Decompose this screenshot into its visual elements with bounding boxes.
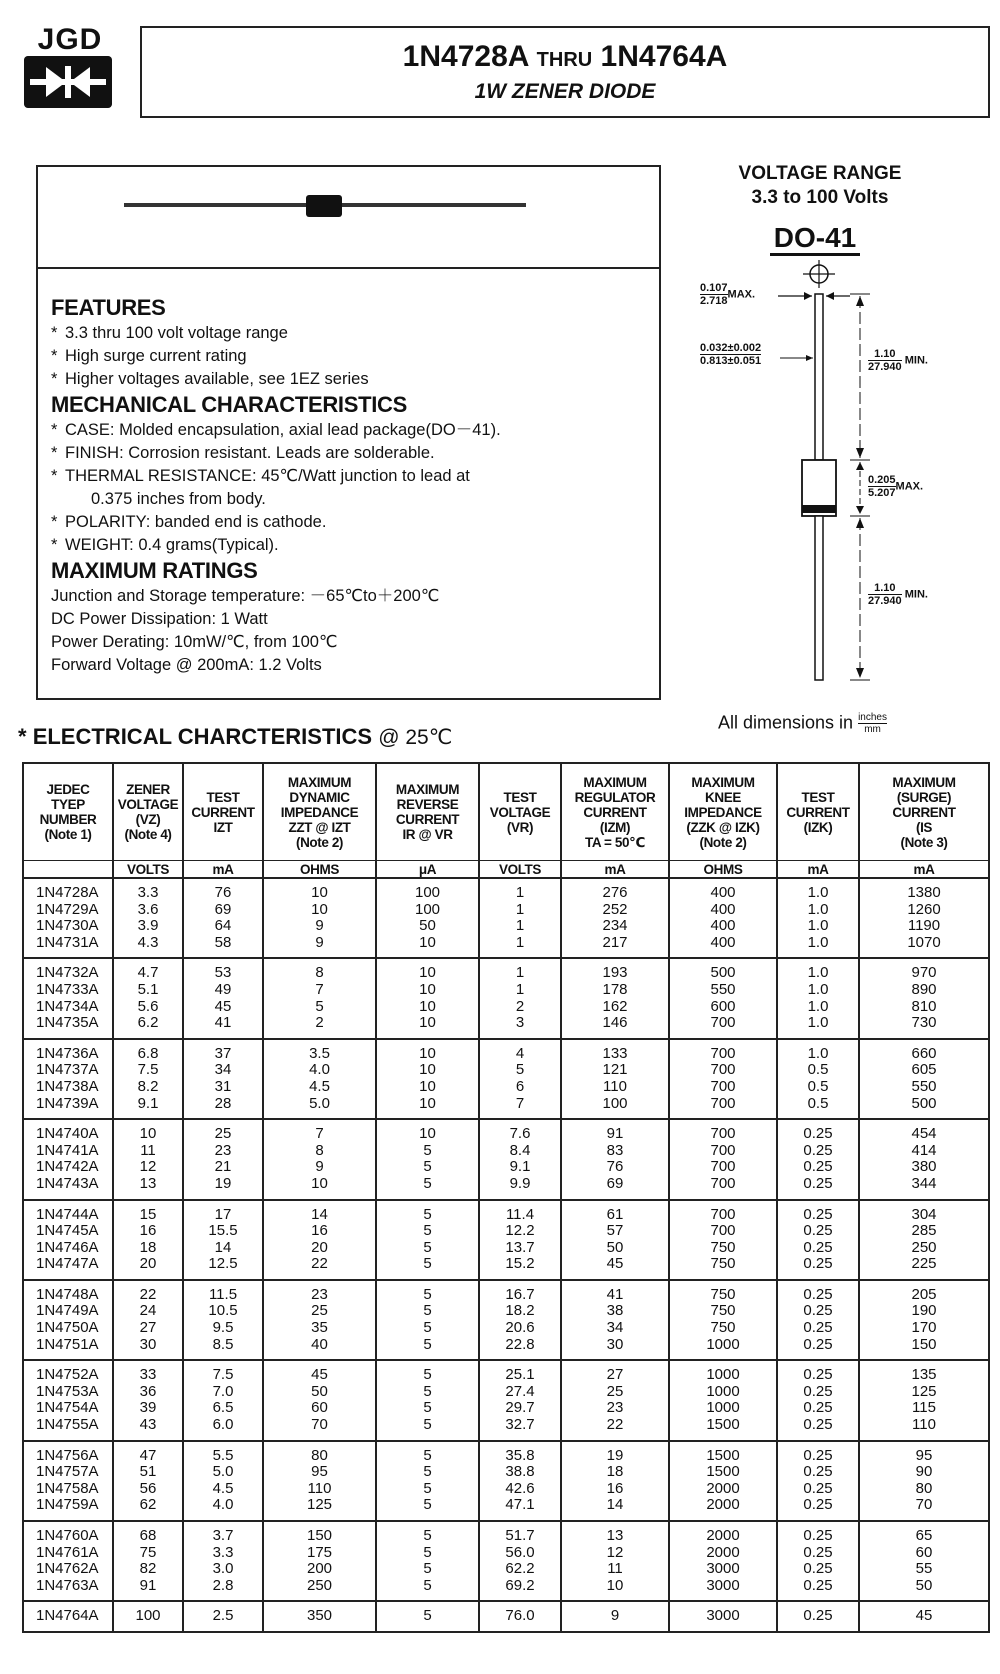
table-cell: 304 285 250 225	[859, 1200, 989, 1280]
table-cell: 8 7 5 2	[263, 958, 376, 1038]
table-cell: 0.25 0.25 0.25 0.25	[777, 1280, 859, 1360]
table-cell: 51.7 56.0 62.2 69.2	[479, 1521, 561, 1601]
table-cell: 2000 2000 3000 3000	[669, 1521, 777, 1601]
voltage-range-label: VOLTAGE RANGE	[738, 163, 902, 184]
column-header: MAXIMUM (SURGE) CURRENT (IS (Note 3)	[859, 763, 989, 861]
mechanical-item: * POLARITY: banded end is cathode.	[51, 513, 327, 531]
table-cell: 0.25 0.25 0.25 0.25	[777, 1360, 859, 1440]
table-cell: 45 50 60 70	[263, 1360, 376, 1440]
table-cell: 1N4760A 1N4761A 1N4762A 1N4763A	[23, 1521, 113, 1601]
table-cell: 133 121 110 100	[561, 1039, 669, 1119]
mechanical-heading: MECHANICAL CHARACTERISTICS	[51, 392, 408, 417]
table-cell: 1380 1260 1190 1070	[859, 878, 989, 958]
table-cell: 27 25 23 22	[561, 1360, 669, 1440]
table-cell: 205 190 170 150	[859, 1280, 989, 1360]
column-unit: VOLTS	[113, 861, 183, 879]
table-cell: 1000 1000 1000 1500	[669, 1360, 777, 1440]
table-cell: 1500 1500 2000 2000	[669, 1441, 777, 1521]
table-cell: 23 25 35 40	[263, 1280, 376, 1360]
table-cell: 35.8 38.8 42.6 47.1	[479, 1441, 561, 1521]
column-unit: OHMS	[669, 861, 777, 879]
table-cell: 65 60 55 50	[859, 1521, 989, 1601]
table-row-group	[23, 958, 989, 1038]
table-cell: 7.5 7.0 6.5 6.0	[183, 1360, 263, 1440]
electrical-table	[22, 762, 990, 1633]
dim-lower-lead-length: $\frac{1.10}{27.940}$ MIN.	[868, 582, 928, 607]
table-cell: 5	[376, 1601, 479, 1632]
features-heading: FEATURES	[51, 295, 166, 320]
table-cell: 970 890 810 730	[859, 958, 989, 1038]
table-cell: 10 10 10 10	[376, 958, 479, 1038]
title-thru: THRU	[536, 49, 593, 71]
table-cell: 1N4740A 1N4741A 1N4742A 1N4743A	[23, 1119, 113, 1199]
table-cell: 10 11 12 13	[113, 1119, 183, 1199]
table-cell: 7.6 8.4 9.1 9.9	[479, 1119, 561, 1199]
table-cell: 1N4732A 1N4733A 1N4734A 1N4735A	[23, 958, 113, 1038]
column-header: ZENER VOLTAGE (VZ) (Note 4)	[113, 763, 183, 861]
table-cell: 750 750 750 1000	[669, 1280, 777, 1360]
document-title	[142, 40, 988, 74]
feature-item: * 3.3 thru 100 volt voltage range	[51, 324, 288, 342]
rating-item: Forward Voltage @ 200mA: 1.2 Volts	[51, 656, 322, 674]
table-cell: 135 125 115 110	[859, 1360, 989, 1440]
column-header: TEST CURRENT IZT	[183, 763, 263, 861]
column-unit: VOLTS	[479, 861, 561, 879]
table-cell: 3.7 3.3 3.0 2.8	[183, 1521, 263, 1601]
logo-diode-icon	[24, 56, 112, 108]
table-cell: 4 5 6 7	[479, 1039, 561, 1119]
table-cell: 1.0 1.0 1.0 1.0	[777, 878, 859, 958]
table-cell: 1N4744A 1N4745A 1N4746A 1N4747A	[23, 1200, 113, 1280]
table-cell: 700 700 700 700	[669, 1119, 777, 1199]
table-cell: 1 1 2 3	[479, 958, 561, 1038]
table-cell: 14 16 20 22	[263, 1200, 376, 1280]
table-cell: 454 414 380 344	[859, 1119, 989, 1199]
rating-item: Power Derating: 10mW/℃, from 100℃	[51, 633, 338, 651]
dim-body-length: $\frac{0.205}{5.207}$ MAX.	[868, 474, 924, 499]
logo-text: JGD	[37, 23, 103, 56]
column-header: JEDEC TYEP NUMBER (Note 1)	[23, 763, 113, 861]
feature-item: * High surge current rating	[51, 347, 247, 365]
electrical-table-wrap	[22, 762, 988, 1633]
max-ratings-heading: MAXIMUM RATINGS	[51, 558, 258, 583]
table-cell: 350	[263, 1601, 376, 1632]
table-cell: 1N4736A 1N4737A 1N4738A 1N4739A	[23, 1039, 113, 1119]
table-cell: 13 12 11 10	[561, 1521, 669, 1601]
table-cell: 500 550 600 700	[669, 958, 777, 1038]
rating-item: DC Power Dissipation: 1 Watt	[51, 610, 268, 628]
document-subtitle: 1W ZENER DIODE	[474, 80, 656, 103]
table-cell: 1N4728A 1N4729A 1N4730A 1N4731A	[23, 878, 113, 958]
table-cell: 100 100 50 10	[376, 878, 479, 958]
column-unit: mA	[777, 861, 859, 879]
feature-item: * Higher voltages available, see 1EZ series	[51, 370, 369, 388]
title-part-start: 1N4728A	[402, 40, 529, 73]
table-cell: 400 400 400 400	[669, 878, 777, 958]
table-cell: 1N4764A	[23, 1601, 113, 1632]
table-cell: 45	[859, 1601, 989, 1632]
table-cell: 4.7 5.1 5.6 6.2	[113, 958, 183, 1038]
table-cell: 11.5 10.5 9.5 8.5	[183, 1280, 263, 1360]
table-row-group	[23, 1441, 989, 1521]
column-header: MAXIMUM REVERSE CURRENT IR @ VR	[376, 763, 479, 861]
column-header: TEST CURRENT (IZK)	[777, 763, 859, 861]
table-cell: 5 5 5 5	[376, 1200, 479, 1280]
table-cell: 80 95 110 125	[263, 1441, 376, 1521]
table-cell: 91 83 76 69	[561, 1119, 669, 1199]
table-cell: 0.25 0.25 0.25 0.25	[777, 1200, 859, 1280]
table-cell: 7 8 9 10	[263, 1119, 376, 1199]
table-cell: 25.1 27.4 29.7 32.7	[479, 1360, 561, 1440]
title-part-end: 1N4764A	[600, 40, 728, 73]
table-header-row	[23, 763, 989, 861]
table-cell: 100	[113, 1601, 183, 1632]
table-cell: 700 700 700 700	[669, 1039, 777, 1119]
package-name: DO-41	[760, 222, 870, 254]
column-unit: OHMS	[263, 861, 376, 879]
table-cell: 0.25 0.25 0.25 0.25	[777, 1521, 859, 1601]
table-cell: 660 605 550 500	[859, 1039, 989, 1119]
table-cell: 33 36 39 43	[113, 1360, 183, 1440]
table-row-group	[23, 1119, 989, 1199]
dim-lead-diameter: $\frac{0.032\pm 0.002}{0.813\pm 0.051}$	[700, 342, 762, 367]
table-cell: 5 5 5 5	[376, 1280, 479, 1360]
table-cell: 0.25 0.25 0.25 0.25	[777, 1441, 859, 1521]
dimensions-note: All dimensions in $\frac{\text{inches}}{mm}$	[718, 712, 887, 735]
table-cell: 1N4748A 1N4749A 1N4750A 1N4751A	[23, 1280, 113, 1360]
table-row-group	[23, 1280, 989, 1360]
mechanical-item-continued: 0.375 inches from body.	[91, 490, 266, 508]
table-unit-row	[23, 861, 989, 879]
dim-upper-lead-length: $\frac{1.10}{27.940}$ MIN.	[868, 348, 928, 373]
table-cell: 25 23 21 19	[183, 1119, 263, 1199]
table-cell: 6.8 7.5 8.2 9.1	[113, 1039, 183, 1119]
voltage-range-value: 3.3 to 100 Volts	[751, 187, 889, 208]
table-cell: 700 700 750 750	[669, 1200, 777, 1280]
table-cell: 9	[561, 1601, 669, 1632]
table-cell: 76 69 64 58	[183, 878, 263, 958]
table-cell: 37 34 31 28	[183, 1039, 263, 1119]
rating-item: Junction and Storage temperature: －65℃to＋200℃	[51, 587, 440, 605]
company-logo	[24, 23, 116, 108]
table-cell: 0.25 0.25 0.25 0.25	[777, 1119, 859, 1199]
table-cell: 68 75 82 91	[113, 1521, 183, 1601]
table-cell: 5 5 5 5	[376, 1360, 479, 1440]
table-cell: 11.4 12.2 13.7 15.2	[479, 1200, 561, 1280]
table-cell: 15 16 18 20	[113, 1200, 183, 1280]
mechanical-item: * CASE: Molded encapsulation, axial lead package(DO－41).	[51, 421, 501, 439]
column-header: MAXIMUM REGULATOR CURRENT (IZM) TA = 50℃	[561, 763, 669, 861]
table-cell: 19 18 16 14	[561, 1441, 669, 1521]
table-row-group	[23, 1039, 989, 1119]
electrical-heading: * ELECTRICAL CHARCTERISTICS @ 25℃	[18, 724, 453, 749]
table-cell: 1N4752A 1N4753A 1N4754A 1N4755A	[23, 1360, 113, 1440]
table-cell: 76.0	[479, 1601, 561, 1632]
mechanical-item: * WEIGHT: 0.4 grams(Typical).	[51, 536, 279, 554]
column-unit: mA	[183, 861, 263, 879]
table-cell: 10 10 9 9	[263, 878, 376, 958]
column-unit: mA	[561, 861, 669, 879]
table-cell: 95 90 80 70	[859, 1441, 989, 1521]
table-cell: 61 57 50 45	[561, 1200, 669, 1280]
table-cell: 16.7 18.2 20.6 22.8	[479, 1280, 561, 1360]
column-unit	[23, 861, 113, 879]
table-row-group	[23, 1521, 989, 1601]
column-unit: mA	[859, 861, 989, 879]
table-cell: 3000	[669, 1601, 777, 1632]
table-cell: 1.0 0.5 0.5 0.5	[777, 1039, 859, 1119]
table-row-group	[23, 1601, 989, 1632]
table-cell: 17 15.5 14 12.5	[183, 1200, 263, 1280]
table-cell: 41 38 34 30	[561, 1280, 669, 1360]
table-cell: 3.5 4.0 4.5 5.0	[263, 1039, 376, 1119]
table-cell: 150 175 200 250	[263, 1521, 376, 1601]
package-diagram	[700, 258, 960, 688]
table-cell: 276 252 234 217	[561, 878, 669, 958]
table-cell: 1.0 1.0 1.0 1.0	[777, 958, 859, 1038]
column-header: TEST VOLTAGE (VR)	[479, 763, 561, 861]
dim-lead-width: $\frac{0.107}{2.718}$ MAX.	[700, 282, 756, 307]
diode-image	[38, 167, 659, 269]
table-cell: 1N4756A 1N4757A 1N4758A 1N4759A	[23, 1441, 113, 1521]
table-row-group	[23, 1360, 989, 1440]
table-cell: 47 51 56 62	[113, 1441, 183, 1521]
column-unit: μA	[376, 861, 479, 879]
table-cell: 5 5 5 5	[376, 1521, 479, 1601]
table-cell: 5 5 5 5	[376, 1441, 479, 1521]
table-cell: 10 5 5 5	[376, 1119, 479, 1199]
table-cell: 0.25	[777, 1601, 859, 1632]
mechanical-item: * THERMAL RESISTANCE: 45℃/Watt junction to lead at	[51, 467, 470, 485]
voltage-range	[690, 162, 950, 210]
title-box	[140, 26, 990, 118]
column-header: MAXIMUM KNEE IMPEDANCE (ZZK @ IZK) (Note 2)	[669, 763, 777, 861]
features-panel	[36, 165, 661, 700]
column-header: MAXIMUM DYNAMIC IMPEDANCE ZZT @ IZT (Note 2)	[263, 763, 376, 861]
table-cell: 53 49 45 41	[183, 958, 263, 1038]
table-cell: 5.5 5.0 4.5 4.0	[183, 1441, 263, 1521]
table-cell: 10 10 10 10	[376, 1039, 479, 1119]
table-row-group	[23, 1200, 989, 1280]
table-cell: 193 178 162 146	[561, 958, 669, 1038]
table-cell: 3.3 3.6 3.9 4.3	[113, 878, 183, 958]
mechanical-item: * FINISH: Corrosion resistant. Leads are solderable.	[51, 444, 435, 462]
table-cell: 2.5	[183, 1601, 263, 1632]
table-cell: 1 1 1 1	[479, 878, 561, 958]
table-cell: 22 24 27 30	[113, 1280, 183, 1360]
table-row-group	[23, 878, 989, 958]
